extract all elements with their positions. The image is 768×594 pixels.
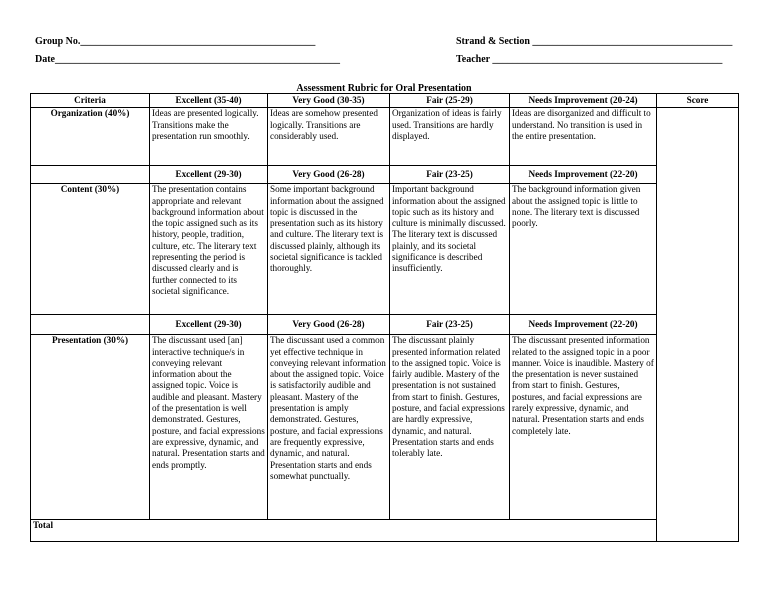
descriptor-presentation-very-good: The discussant used a common yet effective technique in conveying relevant information about the assigned topic. Voice is satisfactorily audible and pleasant. Mastery of the presentation is amply demonstrated. Gestures, posture, and facial expressions are frequently expressive, dynamic, and natural. Presentation starts and ends somewhat punctually. <box>268 335 390 520</box>
criteria-header: Criteria <box>31 94 150 108</box>
score-cell[interactable] <box>657 108 739 542</box>
descriptor-content-very-good: Some important background information about the assigned topic is discussed in the presentation such as its history and culture. The literary text is discussed plainly, although its societal significance is tackled thoroughly. <box>268 184 390 315</box>
date-line: _________________________________________________________ <box>55 54 340 65</box>
level-header-fair: Fair (23-25) <box>390 166 510 184</box>
date-label: Date <box>35 54 55 65</box>
criterion-row-organization <box>31 108 739 166</box>
criterion-row-presentation <box>31 335 739 520</box>
level-header-needs-improvement: Needs Improvement (22-20) <box>510 315 657 335</box>
criterion-content: Content (30%) <box>31 184 150 315</box>
descriptor-organization-excellent: Ideas are presented logically. Transitions make the presentation run smoothly. <box>150 108 268 166</box>
level-header-very-good: Very Good (26-28) <box>268 315 390 335</box>
level-header-needs-improvement: Needs Improvement (22-20) <box>510 166 657 184</box>
descriptor-content-excellent: The presentation contains appropriate and relevant background information about the topic assigned such as its history, people, tradition, culture, etc. The literary text representing the period is discussed clearly and is further connected to its societal significance. <box>150 184 268 315</box>
rubric-table <box>30 93 739 542</box>
criterion-organization: Organization (40%) <box>31 108 150 166</box>
descriptor-organization-very-good: Ideas are somehow presented logically. Transitions are considerably used. <box>268 108 390 166</box>
level-header-excellent: Excellent (29-30) <box>150 166 268 184</box>
total-label[interactable]: Total <box>31 520 739 542</box>
score-header: Score <box>657 94 739 108</box>
descriptor-content-fair: Important background information about the assigned topic such as its history and culture is minimally discussed. The literary text is discussed plainly, and its societal significance is described insufficiently. <box>390 184 510 315</box>
level-header-needs-improvement: Needs Improvement (20-24) <box>510 94 657 108</box>
criterion-presentation: Presentation (30%) <box>31 335 150 520</box>
descriptor-presentation-excellent: The discussant used [an] interactive technique/s in conveying relevant information about the assigned topic. Voice is audible and pleasant. Mastery of the presentation is well demonstrated. Gestures, posture, and facial expressions are expressive, dynamic, and natural. Presentation starts and ends promptly. <box>150 335 268 520</box>
descriptor-presentation-fair: The discussant plainly presented information related to the assigned topic. Voice is fairly audible. Mastery of the presentation is not sustained from start to finish. Gestures, posture, and facial expressions are hardly expressive, dynamic, and natural. Presentation starts and ends tolerably late. <box>390 335 510 520</box>
level-header-fair: Fair (25-29) <box>390 94 510 108</box>
group-number-label: Group No. <box>35 36 81 47</box>
total-row <box>31 520 739 542</box>
strand-section-field[interactable] <box>456 36 732 47</box>
group-number-line: _______________________________________________ <box>80 36 316 47</box>
date-field[interactable] <box>35 54 340 65</box>
level-header-fair: Fair (23-25) <box>390 315 510 335</box>
descriptor-presentation-needs-improvement: The discussant presented information related to the assigned topic in a poor manner. Voice is inaudible. Mastery of the presentation is never sustained from start to finish. Gestures, postures, and facial expressions are rarely expressive, dynamic, and natural. Presentation starts and ends completely late. <box>510 335 657 520</box>
level-header-very-good: Very Good (26-28) <box>268 166 390 184</box>
header-row-organization <box>31 94 739 108</box>
strand-section-line: ________________________________________ <box>532 36 733 47</box>
descriptor-organization-needs-improvement: Ideas are disorganized and difficult to understand. No transition is used in the entire presentation. <box>510 108 657 166</box>
level-header-very-good: Very Good (30-35) <box>268 94 390 108</box>
criteria-blank-content <box>31 166 150 184</box>
teacher-line: ______________________________________________ <box>492 54 723 65</box>
teacher-label: Teacher <box>456 54 490 65</box>
strand-section-label: Strand & Section <box>456 36 530 47</box>
descriptor-organization-fair: Organization of ideas is fairly used. Transitions are hardly displayed. <box>390 108 510 166</box>
criteria-blank-presentation <box>31 315 150 335</box>
header-row-content <box>31 166 739 184</box>
header-row-presentation <box>31 315 739 335</box>
level-header-excellent: Excellent (29-30) <box>150 315 268 335</box>
level-header-excellent: Excellent (35-40) <box>150 94 268 108</box>
criterion-row-content <box>31 184 739 315</box>
group-number-field[interactable] <box>35 36 315 47</box>
descriptor-content-needs-improvement: The background information given about the assigned topic is little to none. The literary text is discussed poorly. <box>510 184 657 315</box>
teacher-field[interactable] <box>456 54 722 65</box>
rubric-title: Assessment Rubric for Oral Presentation <box>296 83 472 94</box>
